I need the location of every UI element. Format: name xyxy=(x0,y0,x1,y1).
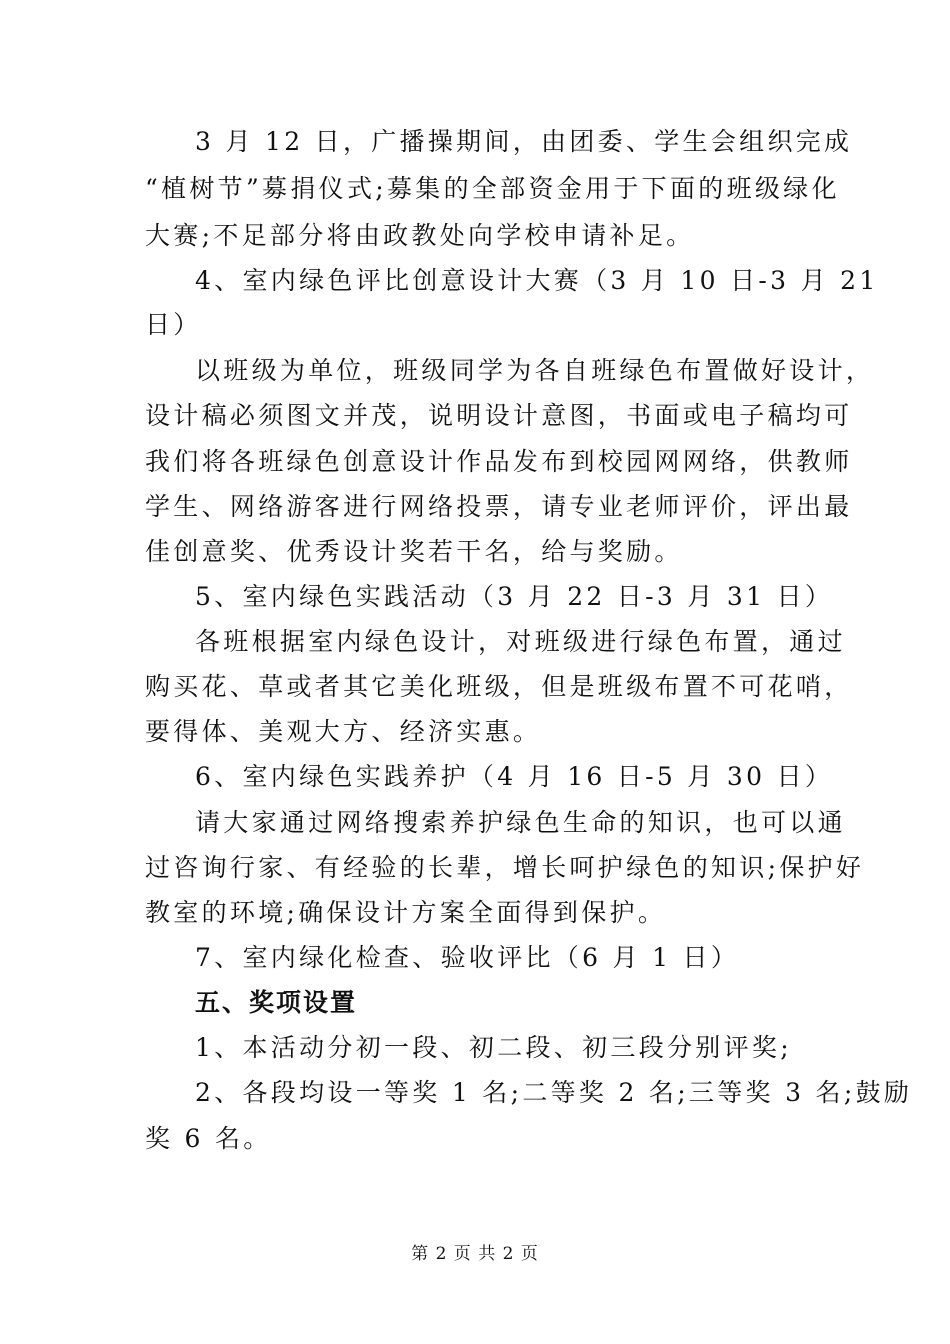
page-footer: 第 2 页 共 2 页 xyxy=(411,1244,539,1264)
text-line: 6、室内绿色实践养护（4 月 16 日-5 月 30 日） xyxy=(195,762,834,791)
text-line: 4、室内绿色评比创意设计大赛（3 月 10 日-3 月 21 xyxy=(195,266,879,295)
text-line: 购买花、草或者其它美化班级，但是班级布置不可花哨， xyxy=(145,672,853,701)
text-line: 日） xyxy=(145,310,202,339)
text-line: 请大家通过网络搜索养护绿色生命的知识，也可以通 xyxy=(195,808,846,837)
text-line: 过咨询行家、有经验的长辈，增长呵护绿色的知识;保护好 xyxy=(145,853,865,882)
text-line: 以班级为单位，班级同学为各自班绿色布置做好设计， xyxy=(195,356,875,385)
text-line: 设计稿必须图文并茂，说明设计意图，书面或电子稿均可 xyxy=(145,401,853,430)
text-line: “植树节”募捐仪式;募集的全部资金用于下面的班级绿化 xyxy=(145,174,840,203)
text-line: 各班根据室内绿色设计，对班级进行绿色布置，通过 xyxy=(195,627,846,656)
text-line: 教室的环境;确保设计方案全面得到保护。 xyxy=(145,898,667,927)
text-line: 要得体、美观大方、经济实惠。 xyxy=(145,717,542,746)
text-line: 5、室内绿色实践活动（3 月 22 日-3 月 31 日） xyxy=(195,582,834,611)
text-line: 我们将各班绿色创意设计作品发布到校园网网络，供教师 xyxy=(145,447,853,476)
text-line: 2、各段均设一等奖 1 名;二等奖 2 名;三等奖 3 名;鼓励 xyxy=(195,1078,913,1107)
text-line: 奖 6 名。 xyxy=(145,1124,272,1153)
text-line: 3 月 12 日，广播操期间，由团委、学生会组织完成 xyxy=(195,127,853,156)
text-line: 佳创意奖、优秀设计奖若干名，给与奖励。 xyxy=(145,537,683,566)
text-line: 7、室内绿化检查、验收评比（6 月 1 日） xyxy=(195,943,740,972)
text-line: 学生、网络游客进行网络投票，请专业老师评价，评出最 xyxy=(145,492,853,521)
text-line: 大赛;不足部分将由政教处向学校申请补足。 xyxy=(145,221,695,250)
text-line: 1、本活动分初一段、初二段、初三段分别评奖; xyxy=(195,1033,792,1062)
section-heading: 五、奖项设置 xyxy=(195,988,358,1017)
